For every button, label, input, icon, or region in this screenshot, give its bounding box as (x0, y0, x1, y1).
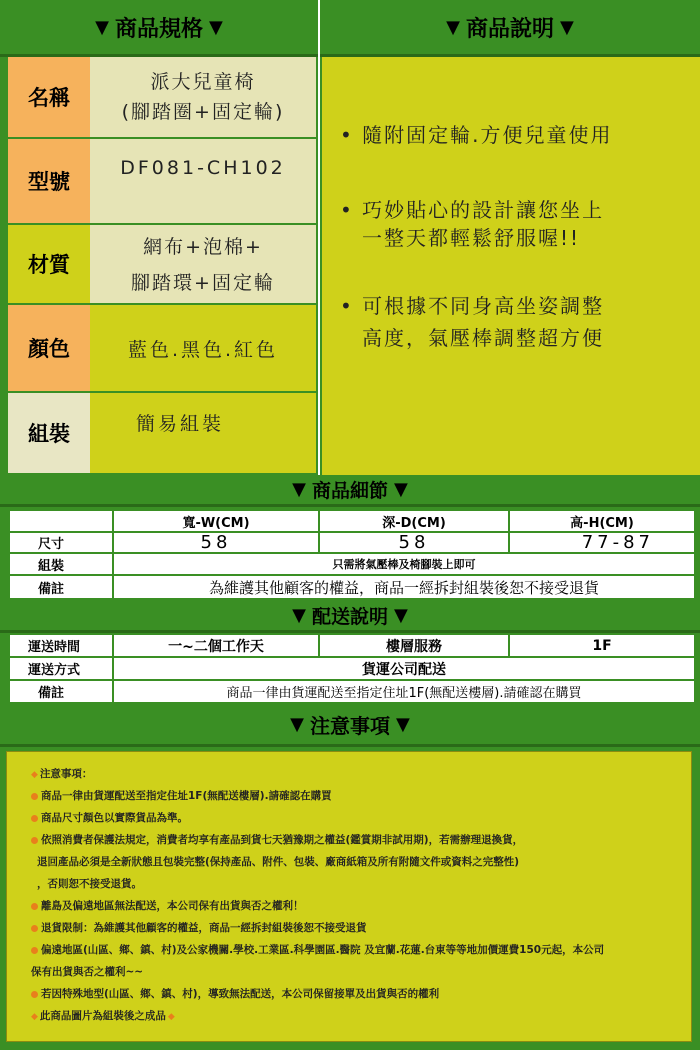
spec-label-cell: 名稱 (8, 57, 90, 137)
spec-value-cell: 藍色.黑色.紅色 (90, 305, 316, 391)
bullet-icon (31, 947, 38, 954)
notice-line: 退回產品必須是全新狀態且包裝完整(保持產品、附件、包裝、廠商紙箱及所有附隨文件或資料之完整性) (37, 856, 520, 868)
triangle-down-icon: ▼ (209, 16, 223, 38)
notice-line: 偏遠地區(山區、鄉、鎮、村)及公家機關.學校.工業區.科學園區.醫院 及宜蘭.花蓮.台東等等地加價運費150元起，本公司 (31, 942, 604, 957)
notice-line: 保有出貨與否之權利~~ (31, 966, 144, 978)
bullet-icon: • (340, 123, 354, 147)
delivery-note-label: 備註 (10, 681, 112, 702)
spec-label-cell: 組裝 (8, 393, 90, 473)
triangle-down-icon: ▼ (394, 605, 408, 626)
delivery-note-value: 商品一律由貨運配送至指定住址1F(無配送樓層).請確認在購買 (114, 681, 694, 702)
notice-title: ◆ 注意事項： (31, 768, 93, 780)
notice-line: 商品一律由貨運配送至指定住址1F(無配送樓層).請確認在購買 (31, 788, 332, 803)
notice-line: 退貨限制：為維護其他顧客的權益，商品一經拆封組裝後恕不接受退貨 (31, 920, 367, 935)
spec-header: ▼ 商品規格 ▼ (0, 0, 318, 57)
delivery-table (0, 633, 700, 705)
triangle-down-icon: ▼ (396, 714, 410, 735)
note-label: 備註 (10, 576, 112, 598)
notice-line: ，否則恕不接受退貨。 (37, 878, 142, 890)
triangle-down-icon: ▼ (292, 479, 306, 500)
diamond-icon: ◆ (31, 770, 38, 780)
triangle-down-icon: ▼ (446, 16, 460, 38)
bullet-icon (31, 991, 38, 998)
notice-line: 依照消費者保護法規定，消費者均享有產品到貨七天猶豫期之權益(鑑賞期非試用期)，若需辦理退換貨， (31, 832, 523, 847)
size-width: 58 (114, 533, 318, 552)
detail-table (0, 507, 700, 601)
spec-value-cell: 簡易組裝 (90, 393, 316, 473)
size-depth: 58 (320, 533, 508, 552)
notice-footer: ◆ 此商品圖片為組裝後之成品 ◆ (31, 1010, 175, 1022)
col-header-depth: 深-D(CM) (320, 511, 508, 531)
spec-value-cell: DF081-CH102 (90, 139, 316, 223)
triangle-down-icon: ▼ (560, 16, 574, 38)
method-label: 運送方式 (10, 658, 112, 679)
detail-header: ▼ 商品細節 ▼ (0, 475, 700, 507)
spec-table (0, 57, 318, 475)
spec-label-cell: 型號 (8, 139, 90, 223)
triangle-down-icon: ▼ (95, 16, 109, 38)
bullet-icon: • (340, 294, 354, 318)
bullet-icon (31, 925, 38, 932)
notice-line: 商品尺寸顏色以實際貨品為準。 (31, 810, 188, 825)
assembly-label: 組裝 (10, 554, 112, 574)
floor-value: 1F (510, 635, 694, 656)
desc-panel (320, 57, 700, 475)
delivery-header: ▼ 配送說明 ▼ (0, 601, 700, 633)
bullet-icon: • (340, 198, 354, 222)
notice-panel (0, 747, 700, 1050)
size-label: 尺寸 (10, 533, 112, 552)
triangle-down-icon: ▼ (394, 479, 408, 500)
bullet-icon (31, 793, 38, 800)
diamond-icon: ◆ (31, 1012, 38, 1022)
assembly-value: 只需將氣壓棒及椅腳裝上即可 (114, 554, 694, 574)
note-value: 為維護其他顧客的權益，商品一經拆封組裝後恕不接受退貨 (114, 576, 694, 598)
diamond-icon: ◆ (167, 1012, 175, 1022)
desc-item: • 巧妙貼心的設計讓您坐上 一整天都輕鬆舒服喔!! (340, 198, 605, 250)
spec-value-cell: 派大兒童椅 (腳踏圈+固定輪) (90, 57, 316, 137)
size-height: 77-87 (510, 533, 694, 552)
desc-item: • 隨附固定輪.方便兒童使用 (340, 123, 613, 147)
desc-header: ▼ 商品說明 ▼ (320, 0, 700, 57)
bullet-icon (31, 815, 38, 822)
notice-line: 離島及偏遠地區無法配送，本公司保有出貨與否之權利！ (31, 898, 304, 913)
triangle-down-icon: ▼ (292, 605, 306, 626)
spec-label-cell: 材質 (8, 225, 90, 303)
bullet-icon (31, 903, 38, 910)
time-value: 一~二個工作天 (114, 635, 318, 656)
method-value: 貨運公司配送 (114, 658, 694, 679)
notice-line: 若因特殊地型(山區、鄉、鎮、村)，導致無法配送，本公司保留接單及出貨與否的權利 (31, 986, 439, 1001)
bullet-icon (31, 837, 38, 844)
floor-label: 樓層服務 (320, 635, 508, 656)
notice-header: ▼ 注意事項 ▼ (0, 705, 700, 747)
desc-item: • 可根據不同身高坐姿調整 高度，氣壓棒調整超方便 (340, 294, 605, 350)
notice-box (6, 751, 692, 1042)
time-label: 運送時間 (10, 635, 112, 656)
spec-value-cell: 網布+泡棉+ 腳踏環+固定輪 (90, 225, 316, 303)
col-header-height: 高-H(CM) (510, 511, 694, 531)
spec-label-cell: 顏色 (8, 305, 90, 391)
col-header-width: 寬-W(CM) (114, 511, 318, 531)
triangle-down-icon: ▼ (290, 714, 304, 735)
